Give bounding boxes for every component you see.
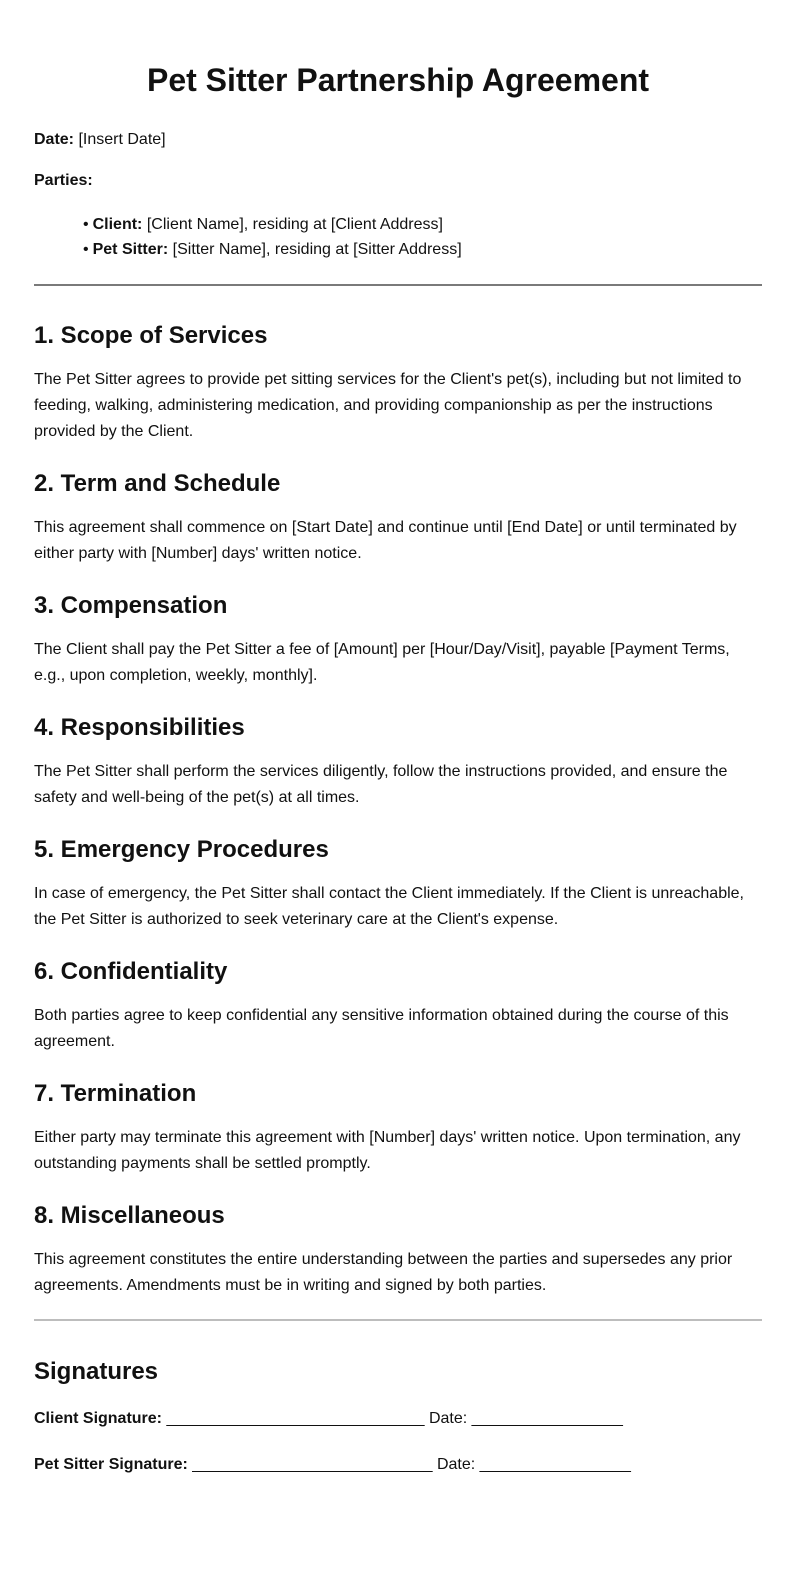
party-client: [83, 212, 762, 237]
bullet: •: [83, 241, 89, 258]
sitter-signature-blank: ___________________________ Date: _________________: [192, 1456, 631, 1473]
client-signature-label: Client Signature:: [34, 1410, 163, 1427]
date-label: Date:: [34, 131, 75, 148]
section-miscellaneous: [34, 1202, 762, 1299]
sitter-signature-line: [34, 1455, 762, 1475]
party-client-text: [Client Name], residing at [Client Address]: [146, 216, 443, 233]
sitter-signature-label: Pet Sitter Signature:: [34, 1456, 188, 1473]
party-sitter-label: Pet Sitter:: [92, 241, 169, 258]
section-body: This agreement shall commence on [Start Date] and continue until [End Date] or until terminated by either party with [Number] days' written notice.: [34, 519, 737, 562]
party-client-label: Client:: [92, 216, 143, 233]
parties-label: Parties:: [34, 172, 93, 189]
section-title: 1. Scope of Services: [34, 322, 268, 349]
section-title: 6. Confidentiality: [34, 958, 228, 985]
section-body: In case of emergency, the Pet Sitter shall contact the Client immediately. If the Client is unreachable, the Pet Sitter is authorized to seek veterinary care at the Client's expense.: [34, 885, 744, 928]
section-body: Either party may terminate this agreement with [Number] days' written notice. Upon termination, any outstanding payments shall be settled promptly.: [34, 1129, 741, 1172]
section-body: The Pet Sitter agrees to provide pet sitting services for the Client's pet(s), including but not limited to feeding, walking, administering medication, and providing companionship as per the instructions provided by the Client.: [34, 371, 742, 440]
section-title: 2. Term and Schedule: [34, 470, 281, 497]
section-body: Both parties agree to keep confidential any sensitive information obtained during the course of this agreement.: [34, 1007, 729, 1050]
parties-heading: [34, 171, 762, 191]
section-scope-of-services: [34, 322, 762, 445]
section-compensation: [34, 592, 762, 689]
section-responsibilities: [34, 714, 762, 811]
section-title: 5. Emergency Procedures: [34, 836, 329, 863]
section-body: The Pet Sitter shall perform the services diligently, follow the instructions provided, and ensure the safety and well-being of the pet(s) at all times.: [34, 763, 728, 806]
section-emergency-procedures: [34, 836, 762, 933]
section-termination: [34, 1080, 762, 1177]
bullet: •: [83, 216, 89, 233]
parties-list: [34, 212, 762, 262]
section-title: 8. Miscellaneous: [34, 1202, 225, 1229]
section-body: This agreement constitutes the entire understanding between the parties and supersedes any prior agreements. Amendments must be in writing and signed by both parties.: [34, 1251, 733, 1294]
client-signature-blank: _____________________________ Date: _________________: [166, 1410, 623, 1427]
section-confidentiality: [34, 958, 762, 1055]
date-value: [Insert Date]: [78, 131, 166, 148]
section-title: 4. Responsibilities: [34, 714, 245, 741]
sections-container: [34, 286, 762, 1299]
section-term-and-schedule: [34, 470, 762, 567]
client-signature-line: [34, 1409, 762, 1429]
signatures-title: Signatures: [34, 1358, 159, 1385]
party-sitter: [83, 237, 762, 262]
section-body: The Client shall pay the Pet Sitter a fee of [Amount] per [Hour/Day/Visit], payable [Payment Terms, e.g., upon completion, weekly, monthly].: [34, 641, 730, 684]
date-line: [34, 130, 762, 150]
section-title: 7. Termination: [34, 1080, 197, 1107]
document-title: Pet Sitter Partnership Agreement: [146, 62, 650, 98]
party-sitter-text: [Sitter Name], residing at [Sitter Address]: [172, 241, 462, 258]
section-title: 3. Compensation: [34, 592, 228, 619]
